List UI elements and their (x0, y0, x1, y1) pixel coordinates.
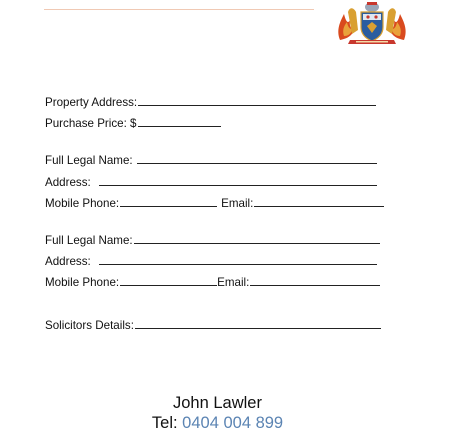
agent-name: John Lawler (173, 394, 262, 412)
buyer1-address-label: Address: (45, 176, 91, 189)
phone-number-link[interactable]: 0404 004 899 (182, 414, 284, 432)
coat-of-arms-logo (334, 0, 410, 46)
buyer2-email-field[interactable] (250, 274, 380, 286)
buyer1-mobile-label: Mobile Phone: (45, 197, 120, 210)
agent-phone (0, 414, 435, 433)
buyer2-contact-row (45, 274, 380, 290)
property-address-field[interactable] (138, 94, 376, 106)
phone-label: Tel: (151, 414, 178, 432)
buyer2-name-field[interactable] (134, 232, 380, 244)
property-address-label: Property Address: (45, 96, 138, 109)
buyer1-contact-row (45, 195, 384, 211)
buyer2-address-label: Address: (45, 255, 91, 268)
buyer1-email-label: Email: (221, 197, 254, 210)
buyer2-name-label: Full Legal Name: (45, 234, 133, 247)
solicitors-row (45, 317, 381, 333)
buyer2-name-row (45, 232, 380, 248)
purchase-price-field[interactable] (138, 115, 221, 127)
buyer1-name-label: Full Legal Name: (45, 154, 133, 167)
property-address-row (45, 94, 376, 110)
buyer1-name-row (45, 152, 377, 168)
buyer2-mobile-label: Mobile Phone: (45, 276, 120, 289)
buyer2-address-row (45, 253, 377, 269)
purchase-price-row (45, 115, 221, 131)
buyer1-address-row (45, 174, 377, 190)
buyer2-email-label: Email: (217, 276, 250, 289)
solicitors-field[interactable] (135, 317, 381, 329)
buyer1-email-field[interactable] (254, 195, 384, 207)
buyer1-address-field[interactable] (99, 174, 377, 186)
buyer1-name-field[interactable] (137, 152, 377, 164)
buyer2-mobile-field[interactable] (120, 274, 217, 286)
purchase-price-label: Purchase Price: $ (45, 117, 137, 130)
header-rule (44, 9, 314, 10)
buyer1-mobile-field[interactable] (120, 195, 217, 207)
solicitors-label: Solicitors Details: (45, 319, 134, 332)
buyer2-address-field[interactable] (99, 253, 377, 265)
